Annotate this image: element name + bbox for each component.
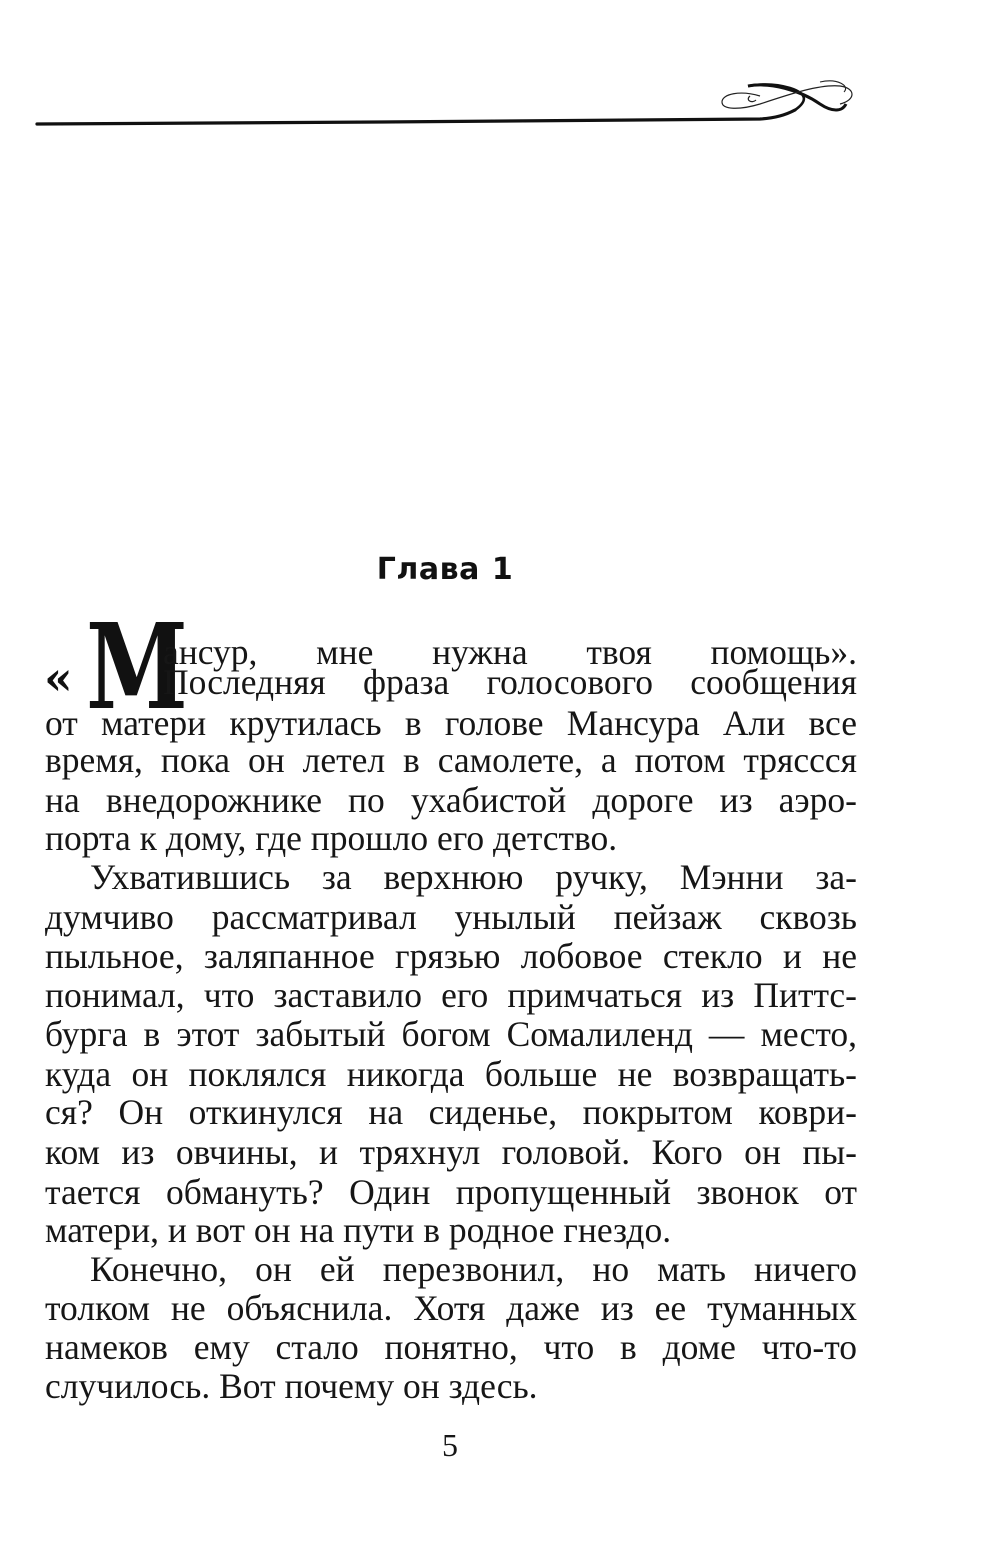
text-line: ансур, мне нужна твоя помощь». bbox=[163, 632, 857, 672]
header-flourish-ornament bbox=[0, 60, 1000, 150]
text-line: толком не объяснила. Хотя даже из ее туманных bbox=[45, 1288, 857, 1328]
drop-cap-letter: М bbox=[86, 597, 188, 736]
text-line: пыльное, заляпанное грязью лобовое стекло и не bbox=[45, 936, 857, 976]
text-line: думчиво рассматривал унылый пейзаж сквозь bbox=[45, 897, 857, 937]
text-line: порта к дому, где прошло его детство. bbox=[45, 818, 618, 858]
text-line: Конечно, он ей перезвонил, но мать ничего bbox=[90, 1249, 857, 1289]
text-line: понимал, что заставило его примчаться из Питтс- bbox=[45, 975, 857, 1015]
chapter-heading bbox=[0, 545, 890, 595]
text-line: матери, и вот он на пути в родное гнездо. bbox=[45, 1210, 672, 1250]
text-line: ком из овчины, и тряхнул головой. Кого он пы- bbox=[45, 1132, 857, 1172]
text-line: намеков ему стало понятно, что в доме что-то bbox=[45, 1327, 857, 1367]
text-line: бурга в этот забытый богом Сомалиленд — место, bbox=[45, 1014, 857, 1054]
drop-cap-quote-mark: « bbox=[44, 651, 73, 705]
text-line: тается обмануть? Один пропущенный звонок от bbox=[45, 1172, 857, 1212]
text-line: от матери крутилась в голове Мансура Али все bbox=[45, 703, 857, 743]
text-line: время, пока он летел в самолете, а потом тряссся bbox=[45, 740, 857, 780]
text-line: на внедорожнике по ухабистой дороге из аэро- bbox=[45, 780, 857, 820]
page-number: 5 bbox=[442, 1427, 458, 1463]
text-line: случилось. Вот почему он здесь. bbox=[45, 1366, 538, 1406]
text-line: Последняя фраза голосового сообщения bbox=[163, 662, 857, 702]
text-line: Ухватившись за верхнюю ручку, Мэнни за- bbox=[90, 857, 857, 897]
chapter-heading-label: Глава bbox=[376, 552, 480, 587]
chapter-heading-number: 1 bbox=[491, 552, 514, 587]
text-line: ся? Он откинулся на сиденье, покрытом коври- bbox=[45, 1092, 857, 1132]
text-line: куда он поклялся никогда больше не возвращать- bbox=[45, 1054, 857, 1094]
